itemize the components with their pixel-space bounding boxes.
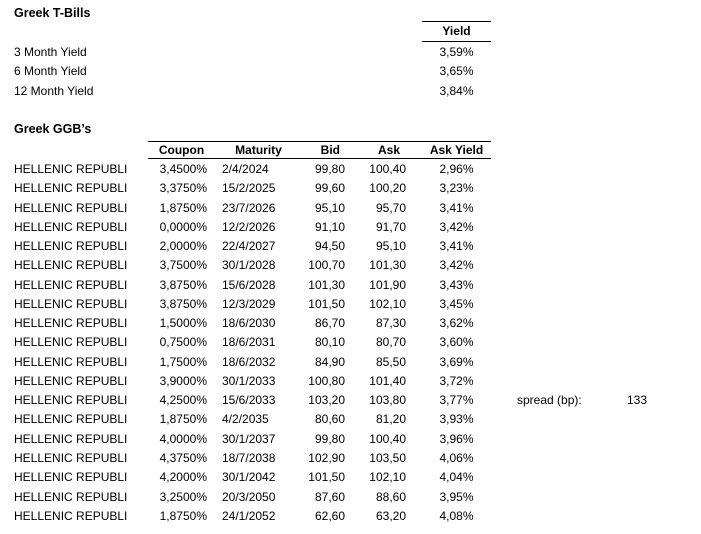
bond-name: HELLENIC REPUBLI (14, 239, 128, 254)
bond-ask: 88,60 (375, 489, 406, 504)
bond-bid: 80,60 (314, 412, 345, 427)
bond-bid: 101,30 (308, 277, 345, 292)
bond-ask-yield: 4,06% (439, 450, 474, 465)
ggb-table-row (14, 160, 491, 179)
bond-ask-yield: 4,04% (439, 470, 474, 485)
bond-maturity: 30/1/2037 (222, 431, 276, 446)
spread-label: spread (bp): (517, 393, 582, 407)
bond-name: HELLENIC REPUBLI (14, 258, 128, 273)
tbill-label: 6 Month Yield (14, 64, 87, 79)
bond-bid: 102,90 (308, 450, 345, 465)
ggb-table-row (14, 199, 491, 218)
bond-bid: 80,10 (314, 335, 345, 350)
ggb-table-row (14, 333, 491, 352)
ggb-table-row (14, 449, 491, 468)
ggb-table-row (14, 372, 491, 391)
bond-ask: 80,70 (375, 335, 406, 350)
bond-name: HELLENIC REPUBLI (14, 181, 128, 196)
bond-name: HELLENIC REPUBLI (14, 200, 128, 215)
bond-coupon: 1,7500% (159, 354, 207, 369)
bond-ask: 101,30 (369, 258, 406, 273)
header-bid: Bid (320, 143, 340, 157)
bond-bid: 86,70 (314, 316, 345, 331)
bond-ask-yield: 3,60% (439, 335, 474, 350)
ggb-table-row (14, 468, 491, 487)
bond-bid: 62,60 (314, 508, 345, 523)
bond-maturity: 12/2/2026 (222, 219, 276, 234)
bond-coupon: 3,8750% (159, 277, 207, 292)
ggb-table-row (14, 430, 491, 449)
header-maturity: Maturity (235, 143, 282, 157)
bond-bid: 99,60 (314, 181, 345, 196)
bond-ask-yield: 3,96% (439, 431, 474, 446)
bond-bid: 99,80 (314, 431, 345, 446)
bond-ask-yield: 3,42% (439, 258, 474, 273)
bond-name: HELLENIC REPUBLI (14, 393, 128, 408)
bond-coupon: 3,3750% (159, 181, 207, 196)
bond-ask-yield: 3,42% (439, 219, 474, 234)
ggb-table-header-row (148, 141, 491, 159)
bond-coupon: 4,2000% (159, 470, 207, 485)
tbill-row (0, 82, 701, 101)
tbill-yield-value: 3,84% (439, 83, 474, 98)
bond-maturity: 18/6/2031 (222, 335, 276, 350)
bond-ask: 103,80 (369, 393, 406, 408)
header-coupon: Coupon (158, 143, 205, 157)
tbill-label: 12 Month Yield (14, 83, 94, 98)
bond-coupon: 1,8750% (159, 412, 207, 427)
bond-ask: 103,50 (369, 450, 406, 465)
bond-name: HELLENIC REPUBLI (14, 470, 128, 485)
bond-maturity: 18/7/2038 (222, 450, 276, 465)
bond-name: HELLENIC REPUBLI (14, 450, 128, 465)
bond-maturity: 22/4/2027 (222, 239, 276, 254)
bond-bid: 103,20 (308, 393, 345, 408)
bond-ask-yield: 3,69% (439, 354, 474, 369)
bond-coupon: 2,0000% (159, 239, 207, 254)
tbills-yield-column-header: Yield (422, 21, 491, 42)
bond-name: HELLENIC REPUBLI (14, 316, 128, 331)
bond-bid: 99,80 (314, 162, 345, 176)
bond-bid: 100,70 (308, 258, 345, 273)
bond-bid: 100,80 (308, 373, 345, 388)
ggb-table-row (14, 353, 491, 372)
bond-bid: 87,60 (314, 489, 345, 504)
bond-ask: 100,40 (369, 431, 406, 446)
bond-name: HELLENIC REPUBLI (14, 431, 128, 446)
bond-ask: 81,20 (375, 412, 406, 427)
ggb-table-row (14, 410, 491, 429)
bond-coupon: 3,8750% (159, 296, 207, 311)
ggb-table-rows (14, 160, 491, 526)
bond-ask: 101,40 (369, 373, 406, 388)
bond-ask-yield: 3,45% (439, 296, 474, 311)
bond-ask-yield: 3,95% (439, 489, 474, 504)
bond-ask-yield: 3,77% (439, 393, 474, 408)
bond-coupon: 3,9000% (159, 373, 207, 388)
bond-name: HELLENIC REPUBLI (14, 412, 128, 427)
bond-bid: 95,10 (314, 200, 345, 215)
bond-bid: 101,50 (308, 470, 345, 485)
ggb-table-row (14, 314, 491, 333)
bond-name: HELLENIC REPUBLI (14, 277, 128, 292)
bond-coupon: 3,7500% (159, 258, 207, 273)
tbill-yield-value: 3,59% (439, 45, 474, 59)
bond-coupon: 0,0000% (159, 219, 207, 234)
bond-ask: 95,70 (375, 200, 406, 215)
bond-ask-yield: 3,23% (439, 181, 474, 196)
bond-coupon: 1,8750% (159, 508, 207, 523)
bond-ask: 87,30 (375, 316, 406, 331)
ggb-table-row (14, 237, 491, 256)
bond-name: HELLENIC REPUBLI (14, 296, 128, 311)
bond-ask-yield: 2,96% (439, 162, 474, 176)
bond-ask: 63,20 (375, 508, 406, 523)
header-ask: Ask (377, 143, 400, 157)
bond-bid: 94,50 (314, 239, 345, 254)
bond-coupon: 4,2500% (159, 393, 207, 408)
bond-maturity: 15/6/2028 (222, 277, 276, 292)
bond-ask: 85,50 (375, 354, 406, 369)
spread-value: 133 (626, 393, 647, 407)
bond-maturity: 30/1/2042 (222, 470, 276, 485)
bond-name: HELLENIC REPUBLI (14, 373, 128, 388)
bond-maturity: 20/3/2050 (222, 489, 276, 504)
bond-ask-yield: 3,43% (439, 277, 474, 292)
tbills-rows (0, 43, 701, 101)
bond-ask: 100,40 (369, 162, 406, 176)
bond-coupon: 0,7500% (159, 335, 207, 350)
tbills-section-title: Greek T-Bills (14, 6, 91, 20)
bond-maturity: 4/2/2035 (222, 412, 269, 427)
bond-maturity: 18/6/2032 (222, 354, 276, 369)
bond-maturity: 30/1/2033 (222, 373, 276, 388)
bond-ask: 91,70 (375, 219, 406, 234)
ggb-table-row (14, 507, 491, 526)
bond-bid: 84,90 (314, 354, 345, 369)
bond-bid: 101,50 (308, 296, 345, 311)
bond-maturity: 15/6/2033 (222, 393, 276, 408)
bond-coupon: 3,4500% (159, 162, 207, 176)
ggb-table-row (14, 488, 491, 507)
bond-coupon: 4,3750% (159, 450, 207, 465)
tbill-yield-value: 3,65% (439, 64, 474, 79)
bond-coupon: 1,5000% (159, 316, 207, 331)
bond-ask-yield: 3,41% (439, 239, 474, 254)
bond-ask: 101,90 (369, 277, 406, 292)
ggb-table-row (14, 179, 491, 198)
bond-maturity: 24/1/2052 (222, 508, 276, 523)
bond-maturity: 30/1/2028 (222, 258, 276, 273)
ggb-table-row (14, 256, 491, 275)
ggb-table-row (14, 295, 491, 314)
bond-name: HELLENIC REPUBLI (14, 508, 128, 523)
bond-ask-yield: 3,93% (439, 412, 474, 427)
bond-name: HELLENIC REPUBLI (14, 354, 128, 369)
bond-name: HELLENIC REPUBLI (14, 335, 128, 350)
ggb-table-row (14, 276, 491, 295)
header-ask-yield: Ask Yield (429, 143, 484, 157)
bond-ask-yield: 3,62% (439, 316, 474, 331)
bond-name: HELLENIC REPUBLI (14, 489, 128, 504)
ggb-table-row (14, 218, 491, 237)
tbill-label: 3 Month Yield (14, 45, 87, 59)
tbill-row (0, 62, 701, 81)
bond-ask: 95,10 (375, 239, 406, 254)
tbill-row (0, 43, 701, 62)
bond-ask: 100,20 (369, 181, 406, 196)
bond-ask: 102,10 (369, 470, 406, 485)
bond-ask-yield: 4,08% (439, 508, 474, 523)
ggbs-section-title: Greek GGB’s (14, 122, 92, 136)
bond-maturity: 2/4/2024 (222, 162, 269, 176)
bond-ask: 102,10 (369, 296, 406, 311)
bond-ask-yield: 3,72% (439, 373, 474, 388)
bond-coupon: 4,0000% (159, 431, 207, 446)
bond-coupon: 1,8750% (159, 200, 207, 215)
bond-maturity: 23/7/2026 (222, 200, 276, 215)
ggb-table-row (14, 391, 491, 410)
bond-bid: 91,10 (314, 219, 345, 234)
bond-maturity: 18/6/2030 (222, 316, 276, 331)
bond-maturity: 15/2/2025 (222, 181, 276, 196)
bond-name: HELLENIC REPUBLI (14, 219, 128, 234)
bond-coupon: 3,2500% (159, 489, 207, 504)
bond-maturity: 12/3/2029 (222, 296, 276, 311)
bond-name: HELLENIC REPUBLI (14, 162, 128, 176)
bond-ask-yield: 3,41% (439, 200, 474, 215)
